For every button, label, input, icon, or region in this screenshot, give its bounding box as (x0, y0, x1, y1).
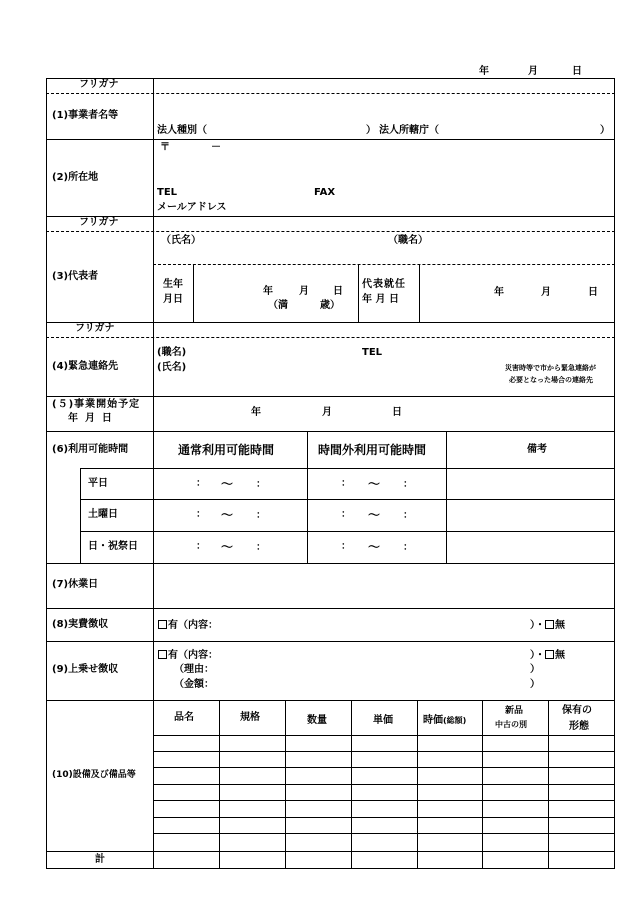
start-year: 年 (251, 407, 261, 418)
authority-label: 法人所轄庁（ (379, 125, 439, 136)
checkbox-yes[interactable] (158, 620, 167, 629)
emergency-tel-label: TEL (362, 347, 383, 358)
start-label-2: 年 月 日 (68, 413, 112, 424)
furigana-label-3: フリガナ (75, 323, 115, 334)
surcharge-reason-close: ） (530, 664, 540, 675)
time-colon: ： (256, 542, 266, 553)
surcharge-label: (9)上乗せ徴収 (52, 664, 119, 675)
time-colon: ： (403, 510, 413, 521)
time-colon: ： (196, 541, 206, 552)
surcharge-no: ）・ 無 (530, 650, 565, 661)
time-colon: ： (196, 478, 206, 489)
surcharge-amount: （金額： (174, 679, 214, 690)
age-close: 歳） (320, 300, 340, 311)
col-new-used-1: 新品 (505, 706, 524, 716)
birth-label-1: 生年 (163, 279, 183, 290)
hours-row-label: 日・祝祭日 (88, 541, 138, 552)
representative-label: (3)代表者 (52, 271, 99, 282)
checkbox-yes[interactable] (158, 650, 167, 659)
authority-close: ） (600, 125, 610, 136)
postal-mark: 〒 (160, 142, 170, 153)
col-spec: 規格 (240, 712, 260, 723)
fax-label: FAX (314, 187, 336, 198)
time-colon: ： (341, 478, 351, 489)
emergency-title-label: (職名) (157, 347, 187, 358)
col-item-name: 品名 (174, 712, 194, 723)
actual-cost-no: ）・ 無 (530, 620, 565, 631)
checkbox-no[interactable] (545, 650, 554, 659)
hours-row-label: 平日 (88, 478, 108, 489)
time-colon: ： (403, 542, 413, 553)
address-label: (2)所在地 (52, 172, 99, 183)
time-colon: ： (256, 510, 266, 521)
appointment-label-2: 年 月 日 (362, 294, 399, 305)
header-day: 日 (572, 66, 582, 77)
hours-col-notes: 備考 (527, 444, 547, 455)
time-colon: ： (341, 509, 351, 520)
appointment-label-1: 代表就任 (362, 279, 406, 290)
emergency-note-1: 災害時等で市から緊急連絡が (505, 364, 596, 372)
appointment-year: 年 (494, 287, 504, 298)
time-colon: ： (196, 509, 206, 520)
actual-cost-label: (8)実費徴収 (52, 619, 109, 630)
start-label-1: (５)事業開始予定 (52, 399, 141, 410)
time-tilde: 〜 (368, 540, 381, 554)
tel-label: TEL (157, 187, 178, 198)
email-label: メールアドレス (157, 202, 227, 213)
emergency-name-label: (氏名) (157, 362, 187, 373)
rep-name-label: （氏名） (161, 235, 201, 246)
furigana-label-1: フリガナ (79, 79, 119, 90)
corp-type-close: ） (366, 125, 376, 136)
equipment-label: (10)設備及び備品等 (52, 770, 136, 780)
business-name-label: (1)事業者名等 (52, 110, 119, 121)
col-quantity: 数量 (307, 715, 327, 726)
time-colon: ： (256, 479, 266, 490)
time-tilde: 〜 (221, 477, 234, 491)
time-tilde: 〜 (221, 508, 234, 522)
birth-month: 月 (299, 286, 309, 297)
emergency-label: (4)緊急連絡先 (52, 361, 119, 372)
surcharge-amount-close: ） (530, 679, 540, 690)
time-colon: ： (403, 479, 413, 490)
col-new-used-2: 中古の別 (495, 720, 527, 729)
appointment-month: 月 (541, 287, 551, 298)
time-colon: ： (341, 541, 351, 552)
postal-dash: － (211, 142, 221, 153)
surcharge-yes: 有（内容： (158, 650, 218, 661)
total-label: 計 (95, 854, 105, 865)
hours-row-label: 土曜日 (88, 509, 118, 520)
time-tilde: 〜 (368, 477, 381, 491)
furigana-label-2: フリガナ (79, 217, 119, 228)
rep-title-label: （職名） (388, 235, 428, 246)
surcharge-reason: （理由： (174, 664, 214, 675)
col-market-value: 時価(総額) (423, 715, 467, 726)
start-day: 日 (392, 407, 402, 418)
emergency-note-2: 必要となった場合の連絡先 (509, 376, 593, 384)
start-month: 月 (322, 407, 332, 418)
hours-col-overtime: 時間外利用可能時間 (318, 443, 427, 457)
col-unit-price: 単価 (373, 715, 393, 726)
col-ownership-1: 保有の (562, 705, 592, 716)
col-ownership-2: 形態 (569, 721, 589, 732)
time-tilde: 〜 (368, 508, 381, 522)
header-month: 月 (528, 66, 538, 77)
appointment-day: 日 (588, 287, 598, 298)
hours-label: (6)利用可能時間 (52, 444, 129, 455)
hours-col-regular: 通常利用可能時間 (178, 443, 275, 457)
birth-year: 年 (263, 286, 273, 297)
corp-type-label: 法人種別（ (157, 125, 207, 136)
checkbox-no[interactable] (545, 620, 554, 629)
age-open: （満 (268, 300, 288, 311)
actual-cost-yes: 有（内容： (158, 620, 218, 631)
header-year: 年 (479, 66, 489, 77)
birth-label-2: 月日 (163, 294, 183, 305)
holidays-label: (7)休業日 (52, 579, 99, 590)
time-tilde: 〜 (221, 540, 234, 554)
birth-day: 日 (333, 286, 343, 297)
